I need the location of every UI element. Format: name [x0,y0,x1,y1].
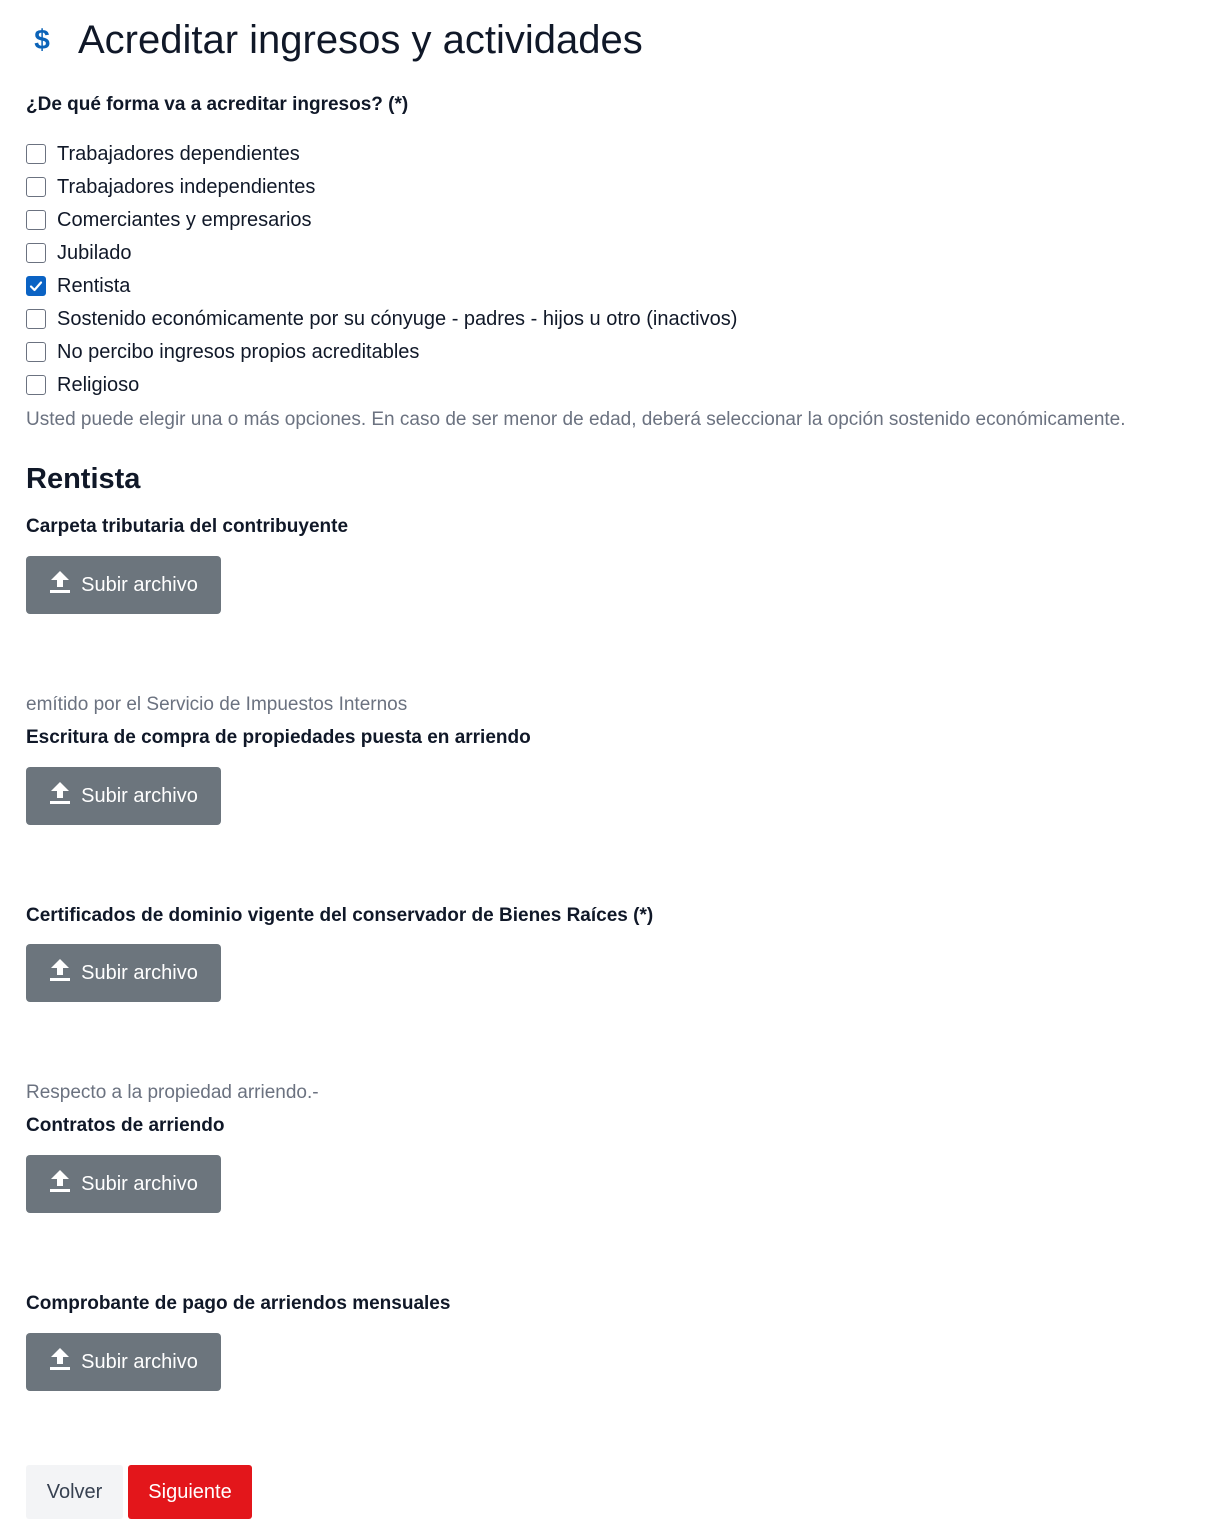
upload-icon [49,1169,71,1193]
upload-button-label: Subir archivo [81,573,198,596]
upload-button-contratos-arriendo[interactable] [26,1155,221,1213]
upload-icon [49,570,71,594]
option-trabajadores-dependientes[interactable] [26,137,737,170]
checkbox-checked[interactable] [26,276,46,296]
option-trabajadores-independientes[interactable] [26,170,737,203]
option-label: Jubilado [57,241,132,264]
upload-button-certificados-dominio[interactable] [26,944,221,1002]
doc-label-comprobante-pago: Comprobante de pago de arriendos mensuales [26,1293,451,1314]
footer-actions [26,1465,252,1519]
doc-note-certificados-dominio: Respecto a la propiedad arriendo.- [26,1082,319,1103]
doc-label-carpeta-tributaria: Carpeta tributaria del contribuyente [26,516,349,537]
doc-label-certificados-dominio: Certificados de dominio vigente del conservador de Bienes Raíces (*) [26,905,654,926]
option-label: Comerciantes y empresarios [57,208,312,231]
checkbox[interactable] [26,177,46,197]
upload-button-comprobante-pago[interactable] [26,1333,221,1391]
option-label: Religioso [57,373,140,396]
checkbox[interactable] [26,375,46,395]
upload-icon [49,1347,71,1371]
option-label: No percibo ingresos propios acreditables [57,340,420,363]
option-jubilado[interactable] [26,236,737,269]
option-rentista[interactable] [26,269,737,302]
upload-icon [49,781,71,805]
checkmark-icon [29,279,43,293]
options-hint: Usted puede elegir una o más opciones. En caso de ser menor de edad, deberá seleccionar la opción sostenido económicamente. [26,409,1126,430]
checkbox[interactable] [26,243,46,263]
option-no-percibo-ingresos[interactable] [26,335,737,368]
option-label: Rentista [57,274,131,297]
page-header [26,14,643,66]
option-label: Sostenido económicamente por su cónyuge - padres - hijos u otro (inactivos) [57,307,738,330]
upload-button-label: Subir archivo [81,961,198,984]
income-options-list [26,137,737,401]
upload-button-escritura-compra[interactable] [26,767,221,825]
page-title: Acreditar ingresos y actividades [78,18,643,62]
doc-note-carpeta-tributaria: emítido por el Servicio de Impuestos Internos [26,694,408,715]
option-comerciantes-empresarios[interactable] [26,203,737,236]
upload-button-label: Subir archivo [81,1350,198,1373]
dollar-icon: $ [34,24,50,55]
checkbox[interactable] [26,144,46,164]
next-button[interactable]: Siguiente [128,1465,252,1519]
back-button[interactable]: Volver [26,1465,123,1519]
checkbox[interactable] [26,210,46,230]
checkbox[interactable] [26,342,46,362]
section-title: Rentista [26,463,141,495]
checkbox[interactable] [26,309,46,329]
upload-button-label: Subir archivo [81,1172,198,1195]
option-label: Trabajadores dependientes [57,142,300,165]
doc-label-escritura-compra: Escritura de compra de propiedades puesta en arriendo [26,727,531,748]
option-label: Trabajadores independientes [57,175,316,198]
upload-button-label: Subir archivo [81,784,198,807]
income-question-label: ¿De qué forma va a acreditar ingresos? (*) [26,94,409,115]
upload-button-carpeta-tributaria[interactable] [26,556,221,614]
option-religioso[interactable] [26,368,737,401]
option-sostenido-economicamente[interactable] [26,302,737,335]
doc-label-contratos-arriendo: Contratos de arriendo [26,1115,225,1136]
upload-icon [49,958,71,982]
